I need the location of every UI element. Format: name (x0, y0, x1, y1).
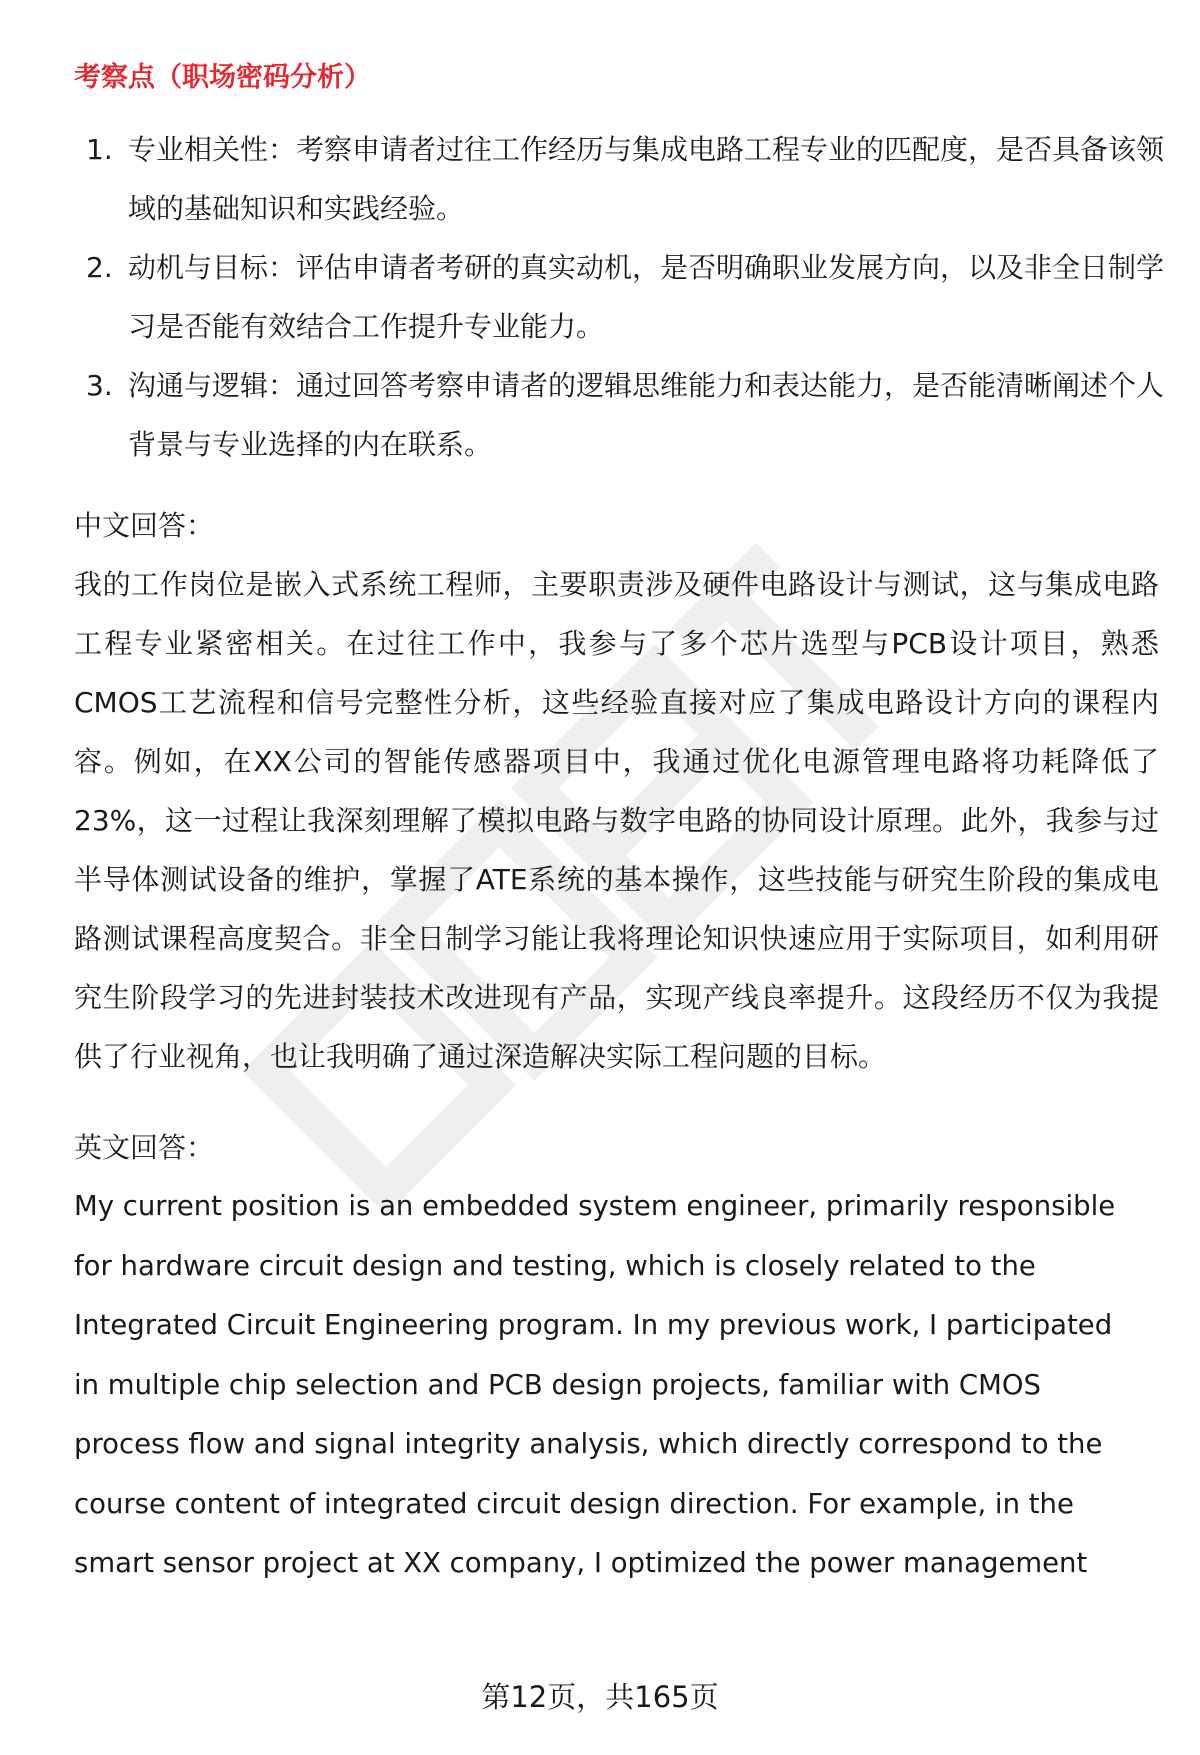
section-title: 考察点（职场密码分析） (74, 62, 371, 93)
list-number: 1. (86, 133, 113, 166)
list-item (74, 238, 1164, 356)
document-page (74, 56, 1164, 1594)
list-text: 动机与目标：评估申请者考研的真实动机，是否明确职业发展方向，以及非全日制学习是否能有效结合工作提升专业能力。 (128, 251, 1165, 343)
watermark-text: 职场密码 (550, 902, 590, 913)
list-number: 3. (86, 369, 113, 402)
page-indicator: 第12页，共165页 (481, 1680, 719, 1714)
list-text: 专业相关性：考察申请者过往工作经历与集成电路工程专业的匹配度，是否具备该领域的基础知识和实践经验。 (128, 133, 1165, 225)
list-text: 沟通与逻辑：通过回答考察申请者的逻辑思维能力和表达能力，是否能清晰阐述个人背景与专业选择的内在联系。 (128, 369, 1165, 461)
list-number: 2. (86, 251, 113, 284)
english-answer-label: 英文回答： (74, 1131, 215, 1164)
list-item (74, 120, 1164, 238)
chinese-answer-text: 我的工作岗位是嵌入式系统工程师，主要职责涉及硬件电路设计与测试，这与集成电路工程专业紧密相关。在过往工作中，我参与了多个芯片选型与PCB设计项目，熟悉CMOS工艺流程和信号完整性分析，这些经验直接对应了集成电路设计方向的课程内容。例如，在XX公司的智能传感器项目中，我通过优化电源管理电路将功耗降低了23%，这一过程让我深刻理解了模拟电路与数字电路的协同设计原理。此外，我参与过半导体测试设备的维护，掌握了ATE系统的基本操作，这些技能与研究生阶段的集成电路测试课程高度契合。非全日制学习能让我将理论知识快速应用于实际项目，如利用研究生阶段学习的先进封装技术改进现有产品，实现产线良率提升。这段经历不仅为我提供了行业视角，也让我明确了通过深造解决实际工程问题的目标。 (74, 568, 1159, 1073)
list-item (74, 356, 1164, 474)
english-answer-text: My current position is an embedded system engineer, primarily responsible for hardware circuit design and testing, which is closely related to the Integrated Circuit Engineering program. In my previous work, I participated in multiple chip selection and PCB design projects, familiar with CMOS process flow and signal integrity analysis, which directly correspond to the course content of integrated circuit design direction. For example, in the smart sensor project at XX company, I optimized the power management (74, 1190, 1116, 1579)
chinese-answer-label: 中文回答： (74, 509, 215, 542)
assessment-points-list (74, 120, 1164, 474)
